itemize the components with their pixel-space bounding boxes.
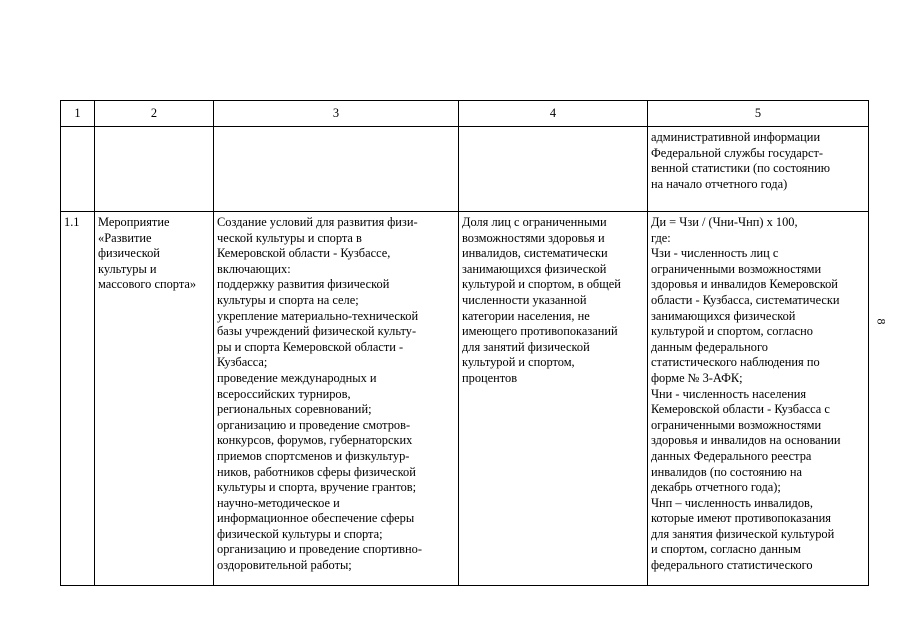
text-line: физической культуры и спорта;: [217, 526, 383, 541]
text-line: ры и спорта Кемеровской области -: [217, 339, 404, 354]
text-line: которые имеют противопоказания: [651, 511, 831, 526]
text-line: декабрь отчетного года);: [651, 480, 781, 495]
table-row-1-1: [61, 212, 869, 586]
text-line: Федеральной службы государст-: [651, 145, 824, 160]
text-line: на начало отчетного года): [651, 176, 788, 191]
text-line: культурой и спортом, согласно: [651, 324, 813, 339]
text-line: Мероприятие: [98, 215, 170, 229]
text-line: инвалидов, систематически: [462, 246, 608, 261]
text-line: Чнп – численность инвалидов,: [651, 495, 813, 510]
text-line: Доля лиц с ограниченными: [462, 215, 607, 229]
text-line: ограниченными возможностями: [651, 417, 822, 432]
text-line: статистического наблюдения по: [651, 355, 820, 370]
cont-cell-5: [648, 127, 869, 212]
text-line: форме № 3-АФК;: [651, 370, 743, 385]
text-line: физической: [98, 246, 160, 261]
text-line: «Развитие: [98, 230, 152, 245]
text-line: Кемеровской области - Кузбасса с: [651, 402, 830, 417]
text-line: региональных соревнований;: [217, 402, 372, 417]
text-line: для занятий физической: [462, 339, 590, 354]
text-line: Чзи - численность лиц с: [651, 246, 779, 261]
document-table: [60, 100, 869, 586]
table-row-continuation: [61, 127, 869, 212]
header-col-5: 5: [648, 101, 869, 127]
text-line: инвалидов (по состоянию на: [651, 464, 803, 479]
text-line: процентов: [462, 370, 518, 385]
calculation-method-cell: [648, 212, 869, 586]
indicator-name-cell: [459, 212, 648, 586]
text-line: всероссийских турниров,: [217, 386, 351, 401]
text-line: ограниченными возможностями: [651, 261, 822, 276]
text-line: венной статистики (по состоянию: [651, 161, 831, 176]
text-line: имеющего противопоказаний: [462, 324, 618, 339]
text-line: научно-методическое и: [217, 495, 340, 510]
measure-description-cell: [214, 212, 459, 586]
text-line: культуры и спорта на селе;: [217, 292, 359, 307]
text-line: включающих:: [217, 261, 291, 276]
header-col-2: 2: [95, 101, 214, 127]
header-col-1: 1: [61, 101, 95, 127]
header-col-4: 4: [459, 101, 648, 127]
text-line: поддержку развития физической: [217, 277, 390, 292]
text-line: культурой и спортом, в общей: [462, 277, 621, 292]
text-line: федерального статистического: [651, 558, 813, 573]
text-line: ческой культуры и спорта в: [217, 230, 362, 245]
text-line: организацию и проведение смотров-: [217, 417, 411, 432]
text-line: возможностями здоровья и: [462, 230, 605, 245]
text-line: Кузбасса;: [217, 355, 268, 370]
text-line: культурой и спортом,: [462, 355, 575, 370]
text-line: проведение международных и: [217, 370, 377, 385]
text-line: массового спорта»: [98, 277, 197, 292]
text-line: культуры и спорта, вручение грантов;: [217, 480, 417, 495]
text-line: информационное обеспечение сферы: [217, 511, 415, 526]
text-line: базы учреждений физической культу-: [217, 324, 417, 339]
text-line: Ди = Чзи / (Чни-Чнп) х 100,: [651, 215, 798, 229]
measure-name-cell: [95, 212, 214, 586]
cont-cell-1: [61, 127, 95, 212]
text-line: и спортом, согласно данным: [651, 542, 801, 557]
row-number: 1.1: [61, 212, 95, 586]
text-line: ников, работников сферы физической: [217, 464, 416, 479]
text-line: оздоровительной работы;: [217, 558, 352, 573]
text-line: области - Кузбасса, систематически: [651, 292, 840, 307]
cont-cell-3: [214, 127, 459, 212]
text-line: Кемеровской области - Кузбассе,: [217, 246, 391, 261]
text-line: административной информации: [651, 130, 821, 144]
text-line: приемов спортсменов и физкультур-: [217, 448, 410, 463]
text-line: где:: [651, 230, 671, 245]
text-line: данным федерального: [651, 339, 768, 354]
header-col-3: 3: [214, 101, 459, 127]
text-line: Создание условий для развития физи-: [217, 215, 418, 229]
text-line: для занятия физической культурой: [651, 526, 835, 541]
text-line: организацию и проведение спортивно-: [217, 542, 422, 557]
text-line: занимающихся физической: [462, 261, 607, 276]
page-number: 8: [874, 318, 889, 325]
text-line: занимающихся физической: [651, 308, 796, 323]
text-line: здоровья и инвалидов на основании: [651, 433, 841, 448]
text-line: данных Федерального реестра: [651, 448, 812, 463]
cont-cell-4: [459, 127, 648, 212]
text-line: конкурсов, форумов, губернаторских: [217, 433, 413, 448]
text-line: категории населения, не: [462, 308, 590, 323]
table-header-row: [61, 101, 869, 127]
cont-cell-2: [95, 127, 214, 212]
text-line: здоровья и инвалидов Кемеровской: [651, 277, 838, 292]
text-line: культуры и: [98, 261, 157, 276]
text-line: численности указанной: [462, 292, 587, 307]
text-line: укрепление материально-технической: [217, 308, 419, 323]
text-line: Чни - численность населения: [651, 386, 807, 401]
